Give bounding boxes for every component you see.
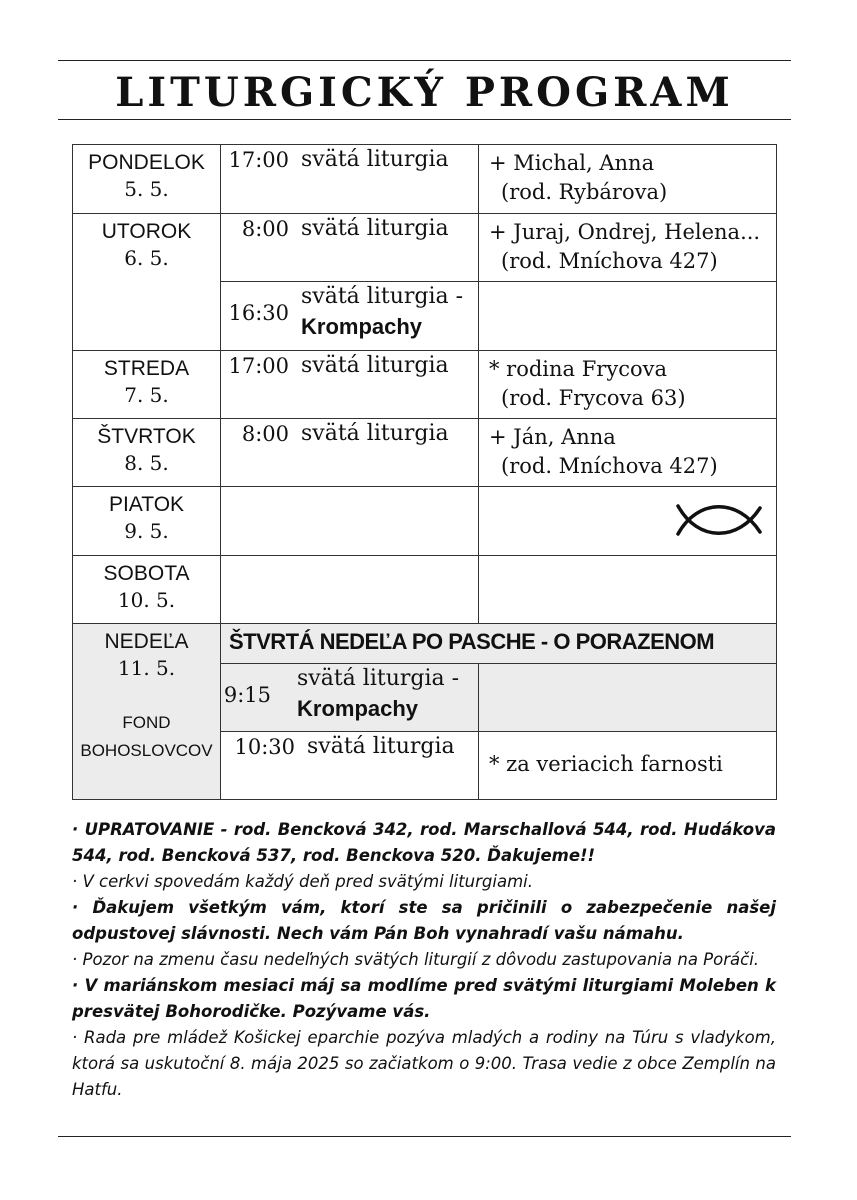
intention-cell: [479, 214, 777, 282]
fund-line: FOND: [122, 713, 171, 732]
day-name: NEDEĽA: [104, 630, 189, 653]
service-name: svätá liturgia: [301, 421, 449, 446]
day-name: ŠTVRTOK: [97, 425, 196, 448]
day-date: 7. 5.: [124, 383, 169, 407]
intention-cell: [479, 556, 777, 624]
day-cell: [73, 419, 221, 487]
day-date: 8. 5.: [124, 451, 169, 475]
note-item: · Ďakujem všetkým vám, ktorí ste sa pričinili o zabezpečenie našej odpustovej slávnosti. Nech vám Pán Boh vynahradí vašu námahu.: [72, 898, 776, 943]
service-cell: [221, 732, 479, 800]
service-time: 8:00: [241, 422, 289, 446]
service-time: 17:00: [228, 354, 289, 378]
note-item: · V mariánskom mesiaci máj sa modlíme pred svätými liturgiami Moleben k presvätej Bohorodičke. Pozývame vás.: [72, 976, 776, 1021]
intention-cell: [479, 282, 777, 351]
day-cell: [73, 487, 221, 556]
table-row: [73, 487, 777, 556]
service-cell: [221, 664, 479, 732]
service-cell: [221, 282, 479, 351]
day-date: 10. 5.: [117, 588, 176, 612]
day-date: 6. 5.: [124, 246, 169, 270]
service-place: Krompachy: [301, 314, 423, 339]
service-time: 17:00: [228, 148, 289, 172]
day-cell: [73, 214, 221, 351]
intention-line: (rod. Frycova 63): [501, 386, 686, 410]
intention-line: (rod. Mníchova 427): [501, 454, 718, 478]
note-item: · Rada pre mládež Košickej eparchie pozýva mladých a rodiny na Túru s vladykom, ktorá sa uskutoční 8. mája 2025 so začiatkom o 9:00. Trasa vedie z obce Zemplín na Hatfu.: [72, 1028, 776, 1099]
day-name: PONDELOK: [88, 151, 205, 174]
table-row: [73, 214, 777, 282]
service-name: svätá liturgia -: [301, 284, 464, 309]
intention-line: * za veriacich farnosti: [489, 752, 723, 776]
service-cell: [221, 145, 479, 214]
fund-note: [73, 708, 220, 766]
fund-line: BOHOSLOVCOV: [80, 741, 213, 760]
service-cell: [221, 214, 479, 282]
page-title: LITURGICKÝ PROGRAM: [115, 69, 734, 116]
day-name: PIATOK: [108, 493, 185, 516]
table-row: [73, 419, 777, 487]
intention-line: + Juraj, Ondrej, Helena...: [489, 220, 761, 244]
service-name: svätá liturgia: [301, 216, 449, 241]
service-name: svätá liturgia -: [297, 666, 460, 691]
day-name: SOBOTA: [103, 562, 190, 585]
day-date: 11. 5.: [117, 656, 176, 680]
service-time: 9:15: [223, 682, 271, 707]
intention-line: * rodina Frycova: [489, 357, 667, 381]
table-row: [73, 145, 777, 214]
service-name: svätá liturgia: [301, 353, 449, 378]
table-row: [73, 624, 777, 664]
service-time: 8:00: [241, 217, 289, 241]
table-row: [73, 556, 777, 624]
top-rule: [58, 60, 791, 61]
day-cell: [73, 351, 221, 419]
service-place: Krompachy: [297, 696, 419, 721]
intention-line: + Ján, Anna: [489, 425, 616, 449]
service-cell: [221, 487, 479, 556]
ichthys-fish-icon: [676, 504, 762, 536]
intention-cell: [479, 145, 777, 214]
table-row: [73, 351, 777, 419]
day-cell: [73, 556, 221, 624]
title-underline: [58, 119, 791, 120]
service-cell: [221, 351, 479, 419]
service-time: 10:30: [234, 735, 295, 759]
note-item: · Pozor na zmenu času nedeľných svätých liturgií z dôvodu zastupovania na Poráči.: [72, 950, 760, 969]
announcements: [72, 817, 776, 1103]
intention-cell: [479, 419, 777, 487]
day-name: STREDA: [103, 357, 190, 380]
bottom-rule: [58, 1136, 791, 1137]
service-name: svätá liturgia: [301, 147, 449, 172]
day-date: 5. 5.: [124, 177, 169, 201]
intention-cell: [479, 732, 777, 800]
note-item: · UPRATOVANIE - rod. Bencková 342, rod. Marschallová 544, rod. Hudákova 544, rod. Bencková 537, rod. Benckova 520. Ďakujeme!!: [72, 820, 776, 865]
sunday-banner: ŠTVRTÁ NEDEĽA PO PASCHE - O PORAZENOM: [221, 624, 777, 664]
service-time: 16:30: [228, 300, 289, 325]
intention-cell: [479, 664, 777, 732]
note-item: · V cerkvi spovedám každý deň pred svätými liturgiami.: [72, 872, 533, 891]
intention-line: (rod. Rybárova): [501, 180, 668, 204]
day-date: 9. 5.: [124, 519, 169, 543]
service-cell: [221, 419, 479, 487]
intention-line: (rod. Mníchova 427): [501, 249, 718, 273]
schedule-table: [72, 144, 777, 800]
service-name: svätá liturgia: [307, 734, 455, 759]
intention-line: + Michal, Anna: [489, 151, 655, 175]
intention-cell: [479, 351, 777, 419]
day-cell: [73, 624, 221, 800]
day-name: UTOROK: [101, 220, 192, 243]
service-cell: [221, 556, 479, 624]
day-cell: [73, 145, 221, 214]
